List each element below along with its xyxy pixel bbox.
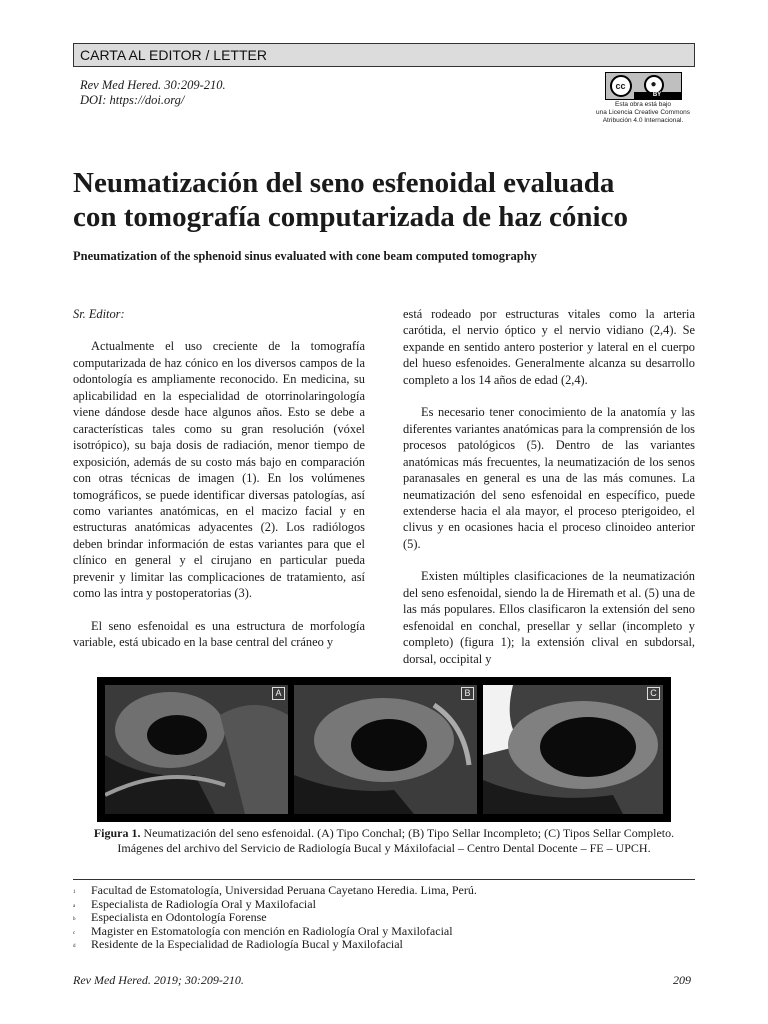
- ct-image-b: [294, 685, 477, 814]
- by-label: BY: [634, 92, 681, 99]
- paragraph: El seno esfenoidal es una estructura de morfología variable, está ubicado en la base central del cráneo y: [73, 618, 365, 650]
- footnote-item: [73, 925, 477, 939]
- license-line-1: Esta obra está bajo: [614, 101, 671, 108]
- panel-label-b: B: [461, 687, 474, 700]
- page-number: 209: [673, 973, 691, 987]
- section-banner: CARTA AL EDITOR / LETTER: [73, 43, 695, 67]
- paragraph: Actualmente el uso creciente de la tomografía computarizada de haz cónico en los diversos campos de la odontología es ampliamente reconocido. En medicina, su aplicabilidad en la especialidad de otorrinolaringología viene dándose desde hace algunos años. Esto se debe a características tales como su gran resolución (vóxel isotrópico), su baja dosis de radiación, menor tiempo de exposición, además de su costo más bajo en comparación con otras técnicas de imagen (1). En los volúmenes tomográficos, se puede identificar diversas patologías, así como variantes anatómicas, en el macizo facial y en estructuras anatómicas adyacentes (2). Los radiólogos deben brindar información de estas variantes para que el clínico en general y el cirujano en particular pueda prevenir y limitar las complicaciones de tratamiento, así como las intra y postoperatorias (3).: [73, 339, 365, 601]
- footnote-text: Residente de la Especialidad de Radiología Bucal y Maxilofacial: [91, 937, 403, 952]
- footnotes: [73, 884, 477, 952]
- footnote-item: [73, 898, 477, 912]
- license-text: [583, 101, 703, 125]
- footnote-item: [73, 911, 477, 925]
- ct-image-c: [483, 685, 663, 814]
- footnote-mark: d: [73, 944, 76, 950]
- footnote-text: Magister en Estomatología con mención en Radiología Oral y Maxilofacial: [91, 923, 453, 938]
- salutation: Sr. Editor:: [73, 307, 125, 321]
- title-line-1: Neumatización del seno esfenoidal evaluada: [73, 167, 615, 199]
- body-column-left: [73, 306, 365, 651]
- footer-journal: Rev Med Hered. 2019; 30:209-210.: [73, 973, 244, 987]
- ct-panel-c: [483, 685, 663, 814]
- body-column-right: [403, 306, 695, 667]
- article-title: [73, 166, 713, 234]
- footnote-mark: 1: [73, 890, 76, 895]
- license-line-3: Atribución 4.0 Internacional.: [602, 117, 684, 124]
- caption-label: Figura 1.: [93, 826, 141, 840]
- paragraph: Es necesario tener conocimiento de la anatomía y las diferentes variantes anatómicas para la comprensión de los procesos patológicos (5). Dentro de las variantes anatómicas más frecuentes, la neumatización de los senos paranasales en general es una de las más comunes. La neumatización del seno esfenoidal en específico, puede extenderse hacia el ala mayor, el proceso pterigoideo, el clivus y en ocasiones hacia el proceso clinoideo anterior (5).: [403, 405, 695, 551]
- panel-label-c: C: [647, 687, 660, 700]
- footnote-item: [73, 938, 477, 952]
- caption-text-1: Neumatización del seno esfenoidal. (A) Tipo Conchal; (B) Tipo Sellar Incompleto; (C) Tipos Sellar Completo.: [140, 826, 675, 840]
- figure-1: [97, 677, 671, 822]
- footnote-mark: a: [73, 903, 76, 909]
- citation: [80, 78, 226, 108]
- footnote-mark: b: [73, 917, 76, 923]
- paragraph: Existen múltiples clasificaciones de la neumatización del seno esfenoidal, siendo la de Hiremath et al. (5) una de las más populares. Ellos clasificaron la extensión del seno esfenoidal en conchal, presellar y sellar (incompleto y completo) (figura 1); la extensión clival en subdorsal, dorsal, occipital y: [403, 569, 695, 666]
- footnote-divider: [73, 879, 695, 880]
- ct-panel-b: [294, 685, 477, 814]
- caption-text-2: Imágenes del archivo del Servicio de Radiología Bucal y Máxilofacial – Centro Dental Docente – FE – UPCH.: [117, 841, 651, 855]
- paragraph: está rodeado por estructuras vitales como la arteria carótida, el nervio óptico y el nervio vidiano (2,4). Se expande en sentido antero posterior y lateral en el cuerpo del hueso esfenoides. Generalmente alcanza su desarrollo completo a los 14 años de edad (2,4).: [403, 307, 695, 387]
- figure-caption: [73, 826, 695, 856]
- footnote-mark: c: [73, 930, 76, 936]
- attribution-person-icon: ●: [644, 75, 664, 95]
- footnote-text: Especialista de Radiología Oral y Maxilofacial: [91, 896, 316, 911]
- cc-icon: cc: [610, 75, 632, 97]
- title-line-2: con tomografía computarizada de haz cónico: [73, 201, 628, 233]
- footnote-text: Especialista en Odontología Forense: [91, 910, 267, 925]
- footnote-text: Facultad de Estomatología, Universidad Peruana Cayetano Heredia. Lima, Perú.: [91, 883, 477, 897]
- cc-by-badge[interactable]: [605, 72, 682, 100]
- panel-label-a: A: [272, 687, 285, 700]
- license-block: [583, 72, 703, 125]
- ct-image-a: [105, 685, 288, 814]
- citation-doi[interactable]: DOI: https://doi.org/: [80, 93, 185, 107]
- footnote-item: [73, 884, 477, 898]
- license-line-2[interactable]: una Licencia Creative Commons: [596, 109, 690, 116]
- article-subtitle: Pneumatization of the sphenoid sinus evaluated with cone beam computed tomography: [73, 249, 537, 263]
- citation-journal: Rev Med Hered. 30:209-210.: [80, 78, 226, 92]
- ct-panel-a: [105, 685, 288, 814]
